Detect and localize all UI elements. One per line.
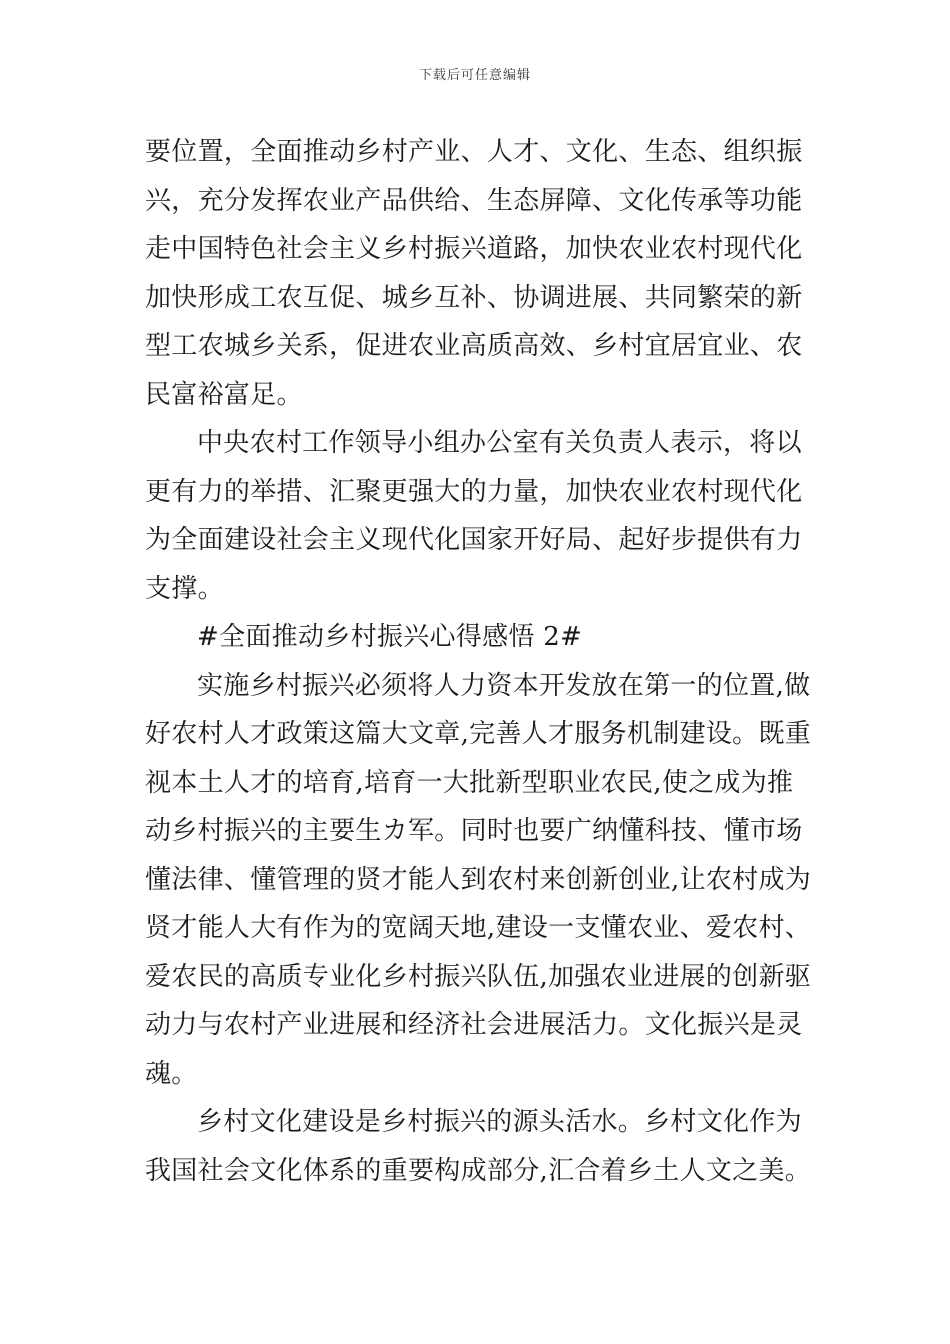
section-heading: #全面推动乡村振兴心得感悟 2# [197, 622, 583, 652]
text-line: 懂法律、懂管理的贤才能人到农村来创新创业,让农村成为 [145, 864, 812, 895]
text-line: 爱农民的高质专业化乡村振兴队伍,加强农业进展的创新驱 [145, 961, 812, 992]
page-header: 下载后可任意编辑 [418, 68, 531, 83]
text-line: 乡村文化建设是乡村振兴的源头活水。乡村文化作为 [197, 1107, 802, 1137]
text-line: 民富裕富足。 [145, 379, 303, 410]
text-line: 贤才能人大有作为的宽阔天地,建设一支懂农业、爱农村、 [145, 913, 812, 943]
text-line: 更有力的举措、汇聚更强大的力量，加快农业农村现代化 [145, 476, 803, 507]
text-line: 兴，充分发挥农业产品供给、生态屏障、文化传承等功能 [145, 185, 803, 216]
text-line: 要位置，全面推动乡村产业、人才、文化、生态、组织振 [145, 137, 803, 167]
text-line: 好农村人才政策这篇大文章,完善人才服务机制建设。既重 [145, 719, 812, 749]
text-line: 加快形成工农互促、城乡互补、协调进展、共同繁荣的新 [145, 282, 803, 313]
text-line: 中央农村工作领导小组办公室有关负责人表示，将以 [197, 428, 802, 458]
text-line: 动力与农村产业进展和经济社会进展活力。文化振兴是灵 [145, 1010, 803, 1040]
text-line: 为全面建设社会主义现代化国家开好局、起好步提供有力 [145, 525, 803, 555]
text-line: 我国社会文化体系的重要构成部分,汇合着乡土人文之美。 [145, 1155, 812, 1186]
text-line: 魂。 [145, 1058, 198, 1089]
text-line: 视本土人才的培育,培育一大批新型职业农民,使之成为推 [145, 767, 794, 798]
text-line: 实施乡村振兴必须将人力资本开发放在第一的位置,做 [197, 670, 811, 701]
text-line: 走中国特色社会主义乡村振兴道路，加快农业农村现代化 [145, 234, 803, 264]
text-line: 动乡村振兴的主要生カ军。同时也要广纳懂科技、懂市场 [145, 816, 803, 846]
text-line: 型工农城乡关系，促进农业高质高效、乡村宜居宜业、农 [145, 331, 803, 361]
document-body [145, 128, 810, 1195]
text-line: 支撑。 [145, 573, 224, 604]
